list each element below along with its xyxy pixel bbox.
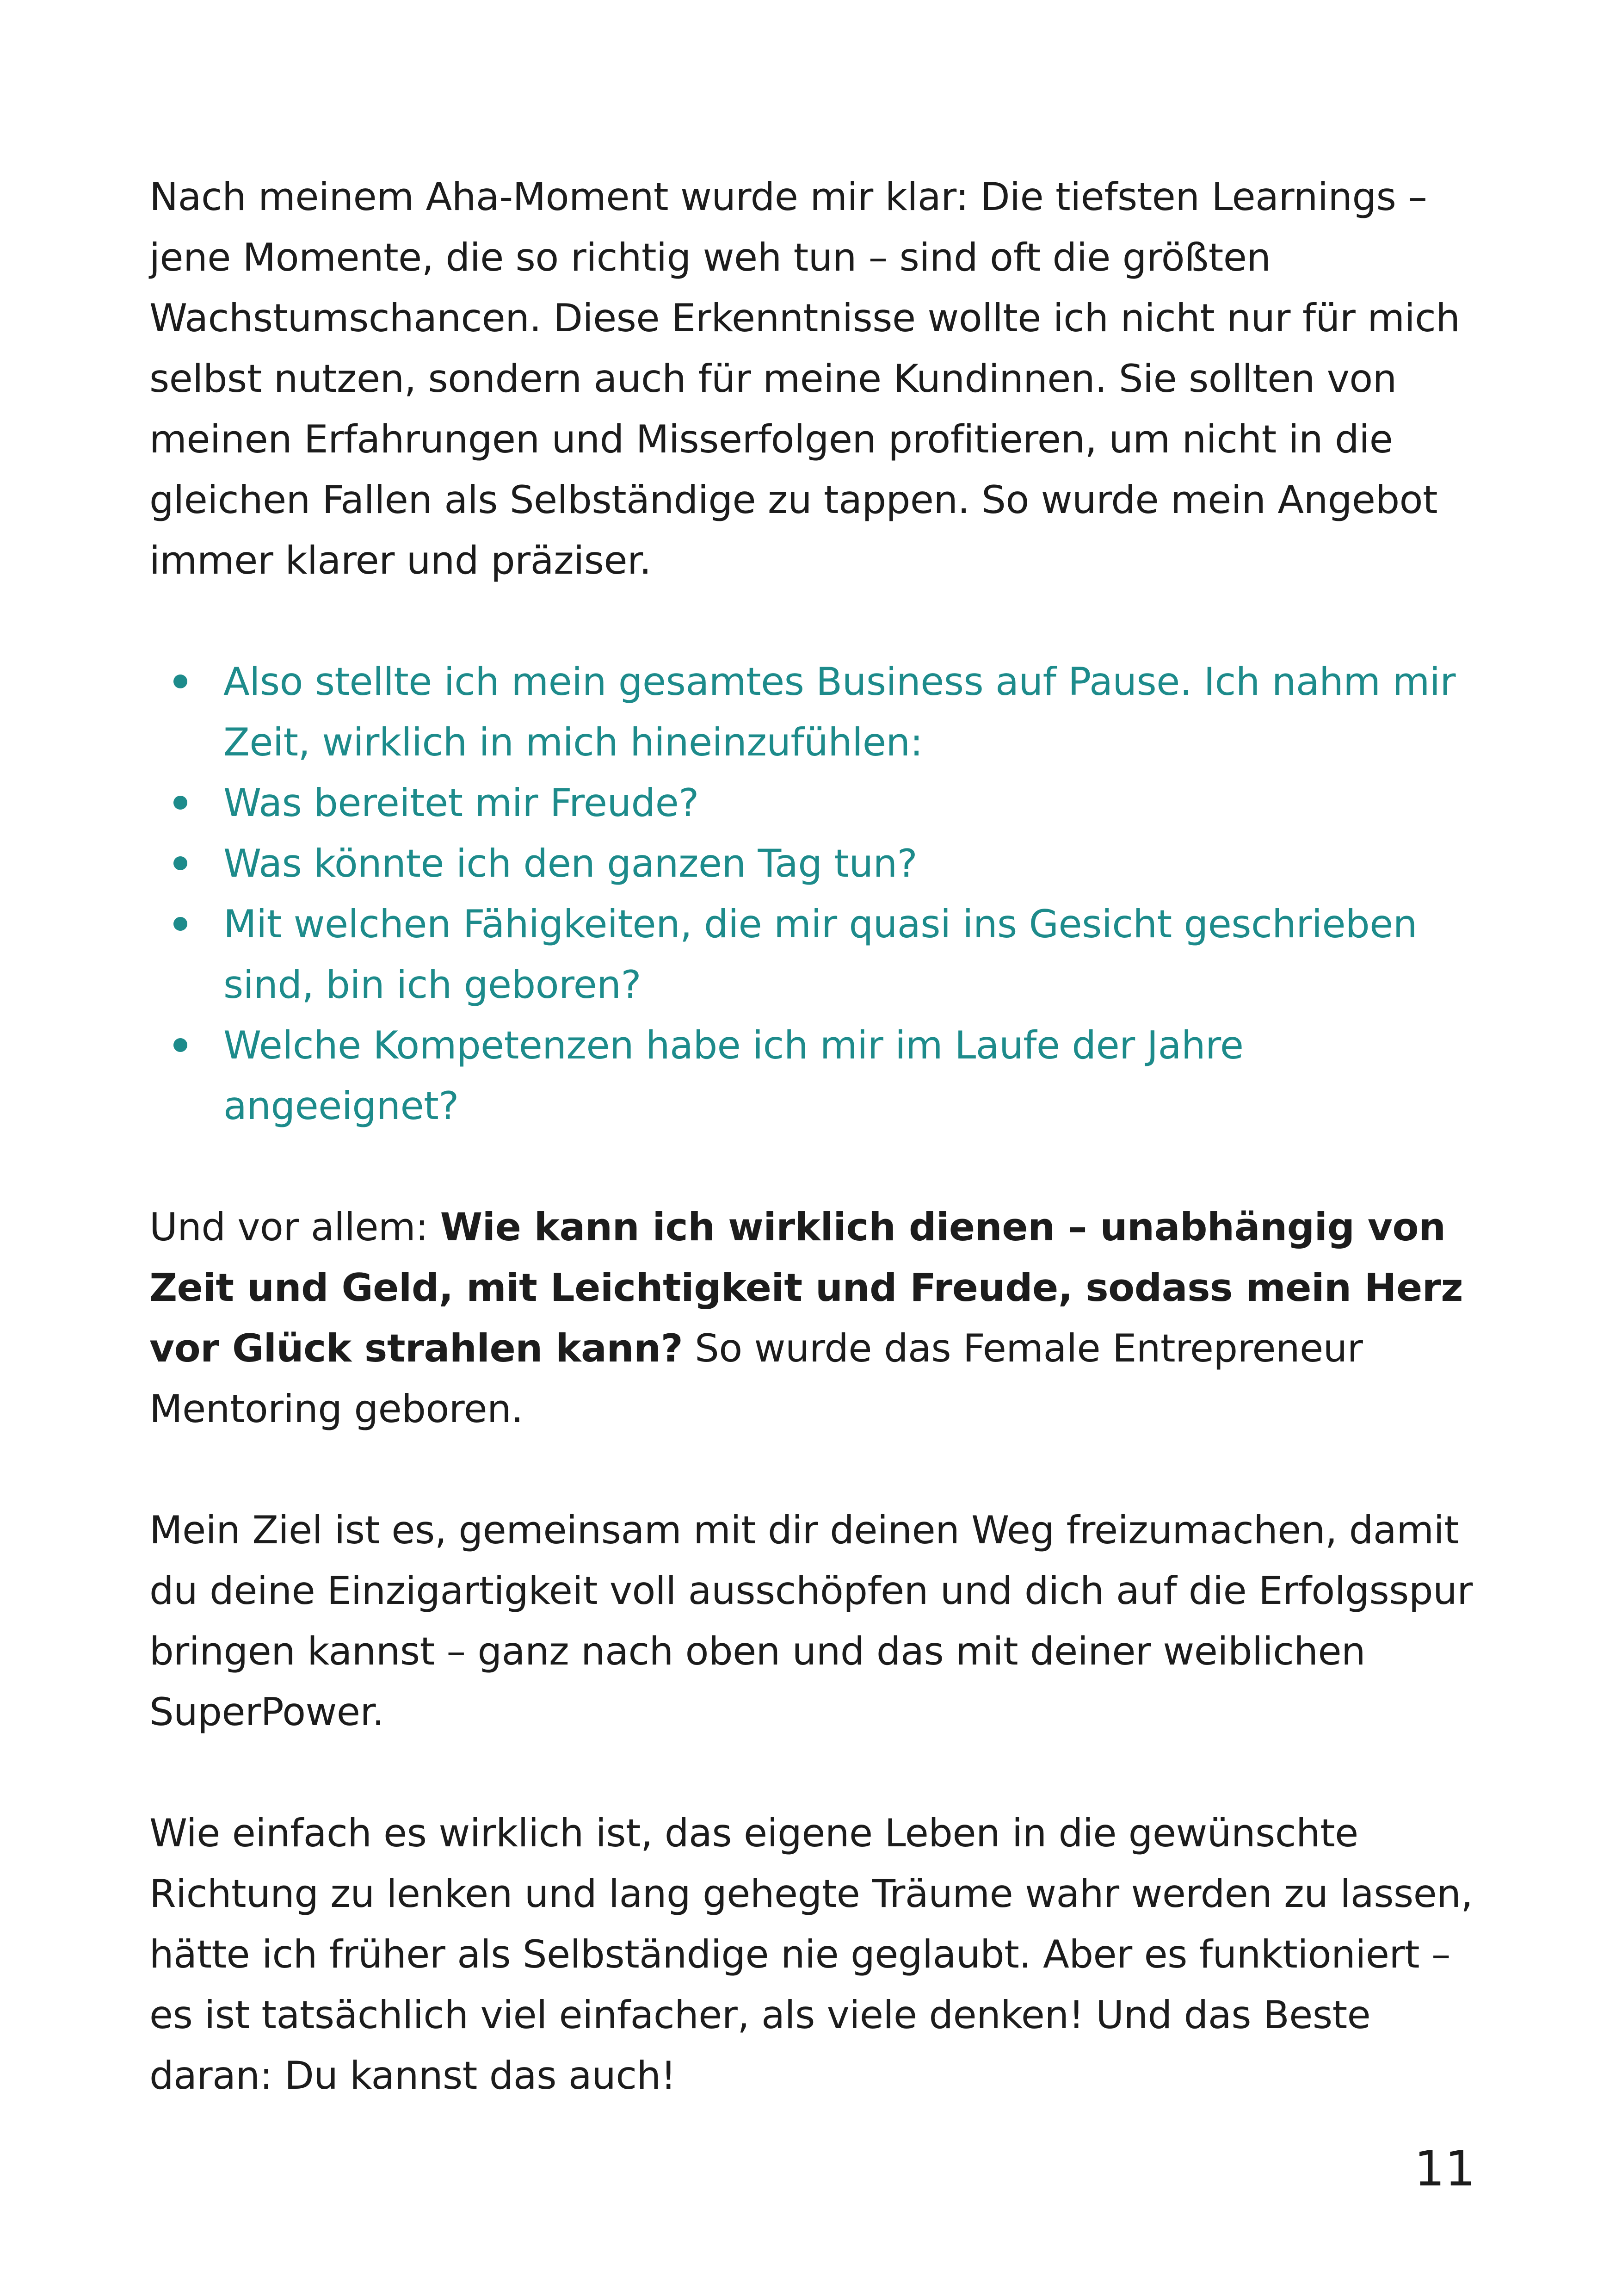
bullet-dot-icon: [173, 675, 187, 688]
list-item: [149, 833, 1491, 894]
list-item-text: Welche Kompetenzen habe ich mir im Laufe der Jahre angeeignet?: [223, 1023, 1244, 1128]
list-item: [149, 1015, 1491, 1136]
paragraph-tail-text: So wurde das Female Entrepreneur Mentoring geboren.: [149, 1326, 1363, 1431]
bullet-dot-icon: [173, 856, 187, 870]
bullet-dot-icon: [173, 1038, 187, 1052]
list-item-text: Mit welchen Fähigkeiten, die mir quasi ins Gesicht geschrieben sind, bin ich geboren?: [223, 902, 1417, 1007]
bullet-dot-icon: [173, 917, 187, 931]
page-number: 11: [1414, 2141, 1475, 2197]
list-item-text: Was bereitet mir Freude?: [223, 780, 699, 825]
list-item-text: Also stellte ich mein gesamtes Business auf Pause. Ich nahm mir Zeit, wirklich in mich hineinzufühlen:: [223, 659, 1456, 765]
paragraph-aha-moment: Nach meinem Aha-Moment wurde mir klar: Die tiefsten Learnings – jene Momente, die so richtig weh tun – sind oft die größten Wachstumschancen. Diese Erkenntnisse wollte ich nicht nur für mich selbst nutzen, sondern auch für meine Kundinnen. Sie sollten von meinen Erfahrungen und Misserfolgen profitieren, um nicht in die gleichen Fallen als Selbständige zu tappen. So wurde mein Angebot immer klarer und präziser.: [149, 174, 1460, 583]
page-content: [149, 167, 1491, 2106]
paragraph-bold-question: Wie kann ich wirklich dienen – unabhängig von Zeit und Geld, mit Leichtigkeit und Freude, sodass mein Herz vor Glück strahlen kann?: [149, 1205, 1463, 1371]
question-list: [149, 651, 1491, 1136]
list-item: [149, 773, 1491, 833]
bullet-dot-icon: [173, 796, 187, 810]
paragraph-goal: Mein Ziel ist es, gemeinsam mit dir deinen Weg freizumachen, damit du deine Einzigartigkeit voll ausschöpfen und dich auf die Erfolgsspur bringen kannst – ganz nach oben und das mit deiner weiblichen SuperPower.: [149, 1508, 1473, 1734]
list-item: [149, 894, 1491, 1015]
list-item: [149, 651, 1491, 773]
paragraph-mentoring: [149, 1197, 1491, 1439]
paragraph-conclusion: Wie einfach es wirklich ist, das eigene Leben in die gewünschte Richtung zu lenken und lang gehegte Träume wahr werden zu lassen, hätte ich früher als Selbständige nie geglaubt. Aber es funktioniert – es ist tatsächlich viel einfacher, als viele denken! Und das Beste daran: Du kannst das auch!: [149, 1811, 1473, 2098]
list-item-text: Was könnte ich den ganzen Tag tun?: [223, 841, 918, 886]
paragraph-lead-text: Und vor allem:: [149, 1205, 440, 1250]
